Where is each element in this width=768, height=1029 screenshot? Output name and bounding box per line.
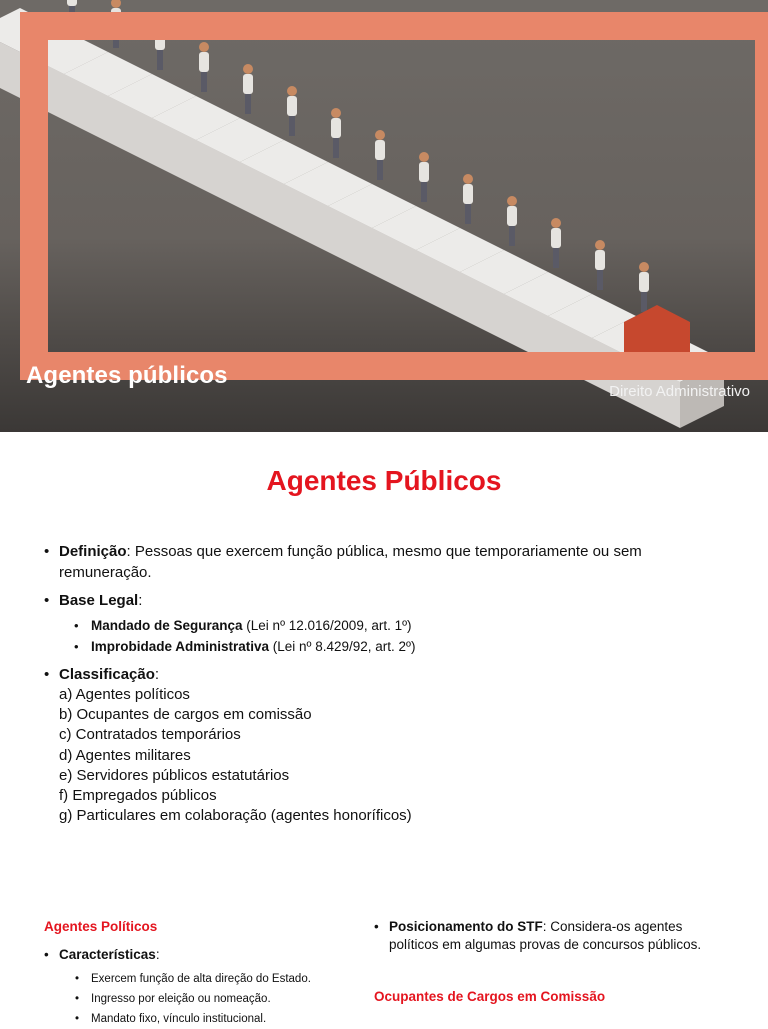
classificacao-item: d) Agentes militares <box>59 746 191 764</box>
main-bullets <box>44 541 724 826</box>
bullet-stf <box>374 918 714 954</box>
hero-title: Agentes públicos <box>26 362 228 389</box>
hero-subtitle: Direito Administrativo <box>609 383 750 400</box>
caracteristica-item: • Mandato fixo, vínculo institucional. <box>59 1009 354 1029</box>
classificacao-item: f) Empregados públicos <box>59 787 217 805</box>
left-column <box>44 918 354 1029</box>
classificacao-item: b) Ocupantes de cargos em comissão <box>59 706 312 724</box>
bullet-base-legal <box>44 590 724 657</box>
base-legal-item-label: Improbidade Administrativa <box>91 639 270 654</box>
caracteristicas-suffix: : <box>155 947 160 962</box>
hero-banner <box>0 0 768 432</box>
classificacao-item: a) Agentes políticos <box>59 686 190 703</box>
page-title: Agentes Públicos <box>266 465 502 496</box>
base-legal-item-text: (Lei nº 12.016/2009, art. 1º) <box>242 618 412 633</box>
stf-label: Posicionamento do STF <box>389 919 543 934</box>
base-legal-item <box>59 636 724 657</box>
definicao-label: Definição <box>59 543 127 560</box>
right-column <box>374 918 714 1016</box>
bullet-classificacao <box>44 664 724 826</box>
base-legal-suffix: : <box>138 592 143 609</box>
section-title-cargos-comissao: Ocupantes de Cargos em Comissão <box>374 989 606 1004</box>
section-title-agentes-politicos: Agentes Políticos <box>44 919 158 934</box>
base-legal-item-text: (Lei nº 8.429/92, art. 2º) <box>269 639 416 654</box>
classificacao-label: Classificação <box>59 666 155 683</box>
base-legal-label: Base Legal <box>59 592 139 609</box>
base-legal-item <box>59 615 724 636</box>
classificacao-suffix: : <box>154 666 160 683</box>
bullet-caracteristicas <box>44 946 354 1029</box>
definicao-text: : Pessoas que exercem função pública, mesmo que temporariamente ou sem remuneração. <box>59 543 642 581</box>
classificacao-list <box>59 685 724 826</box>
base-legal-item-label: Mandado de Segurança <box>91 618 243 633</box>
caracteristicas-label: Características <box>59 947 156 962</box>
classificacao-item: g) Particulares em colaboração (agentes honoríficos) <box>59 807 412 825</box>
stf-text: : Considera-os agentes políticos em algumas provas de concursos públicos. <box>389 919 702 952</box>
bullet-definicao <box>44 541 724 583</box>
classificacao-item: c) Contratados temporários <box>59 726 241 744</box>
caracteristica-item: • Exercem função de alta direção do Estado. <box>59 969 354 989</box>
classificacao-item: e) Servidores públicos estatutários <box>59 766 290 784</box>
caracteristica-item: • Ingresso por eleição ou nomeação. <box>59 989 354 1009</box>
hero-frame <box>20 12 768 380</box>
